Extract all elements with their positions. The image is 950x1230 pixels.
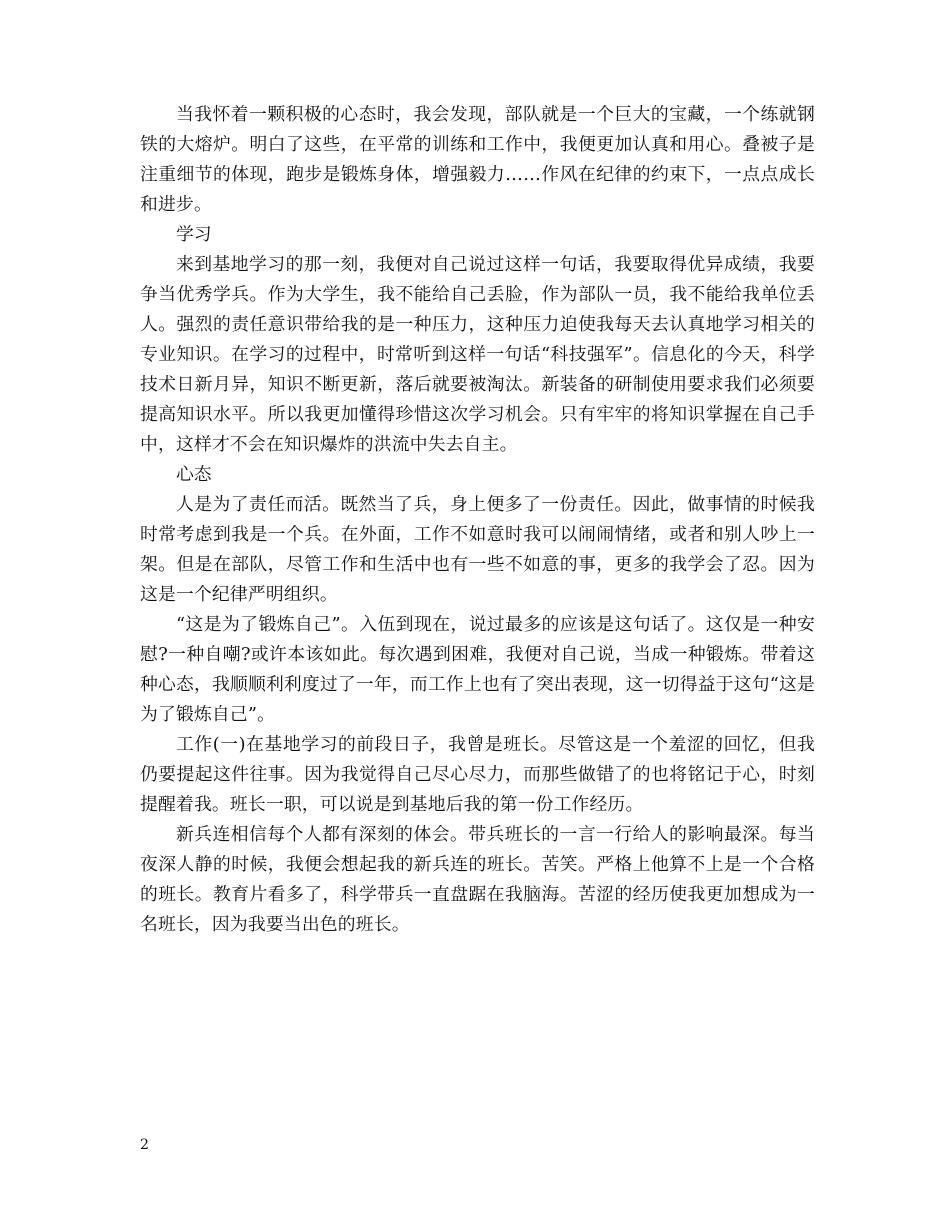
section-heading-study: 学习 [176, 224, 212, 245]
paragraph-mindset-treasure: 当我怀着一颗积极的心态时，我会发现，部队就是一个巨大的宝藏，一个练就钢铁的大熔炉。明白了这些，在平常的训练和工作中，我便更加认真和用心。叠被子是注重细节的体现，跑步是锻炼身体，增强毅力……作风在纪律的约束下，一点点成长和进步。 [140, 104, 815, 215]
section-heading-mindset: 心态 [176, 464, 212, 485]
paragraph-self-training: “这是为了锻炼自己”。入伍到现在，说过最多的应该是这句话了。这仅是一种安慰?一种自嘲?或许本该如此。每次遇到困难，我便对自己说，当成一种锻炼。带着这种心态，我顺顺利利度过了一年，而工作上也有了突出表现，这一切得益于这句“这是为了锻炼自己”。 [140, 614, 815, 725]
paragraph-recruit-company: 新兵连相信每个人都有深刻的体会。带兵班长的一言一行给人的影响最深。每当夜深人静的时候，我便会想起我的新兵连的班长。苦笑。严格上他算不上是一个合格的班长。教育片看多了，科学带兵一直盘踞在我脑海。苦涩的经历使我更加想成为一名班长，因为我要当出色的班长。 [140, 824, 815, 935]
paragraph-work-squad-leader: 工作(一)在基地学习的前段日子，我曾是班长。尽管这是一个羞涩的回忆，但我仍要提起这件往事。因为我觉得自己尽心尽力，而那些做错了的也将铭记于心，时刻提醒着我。班长一职，可以说是到基地后我的第一份工作经历。 [140, 734, 815, 815]
paragraph-study: 来到基地学习的那一刻，我便对自己说过这样一句话，我要取得优异成绩，我要争当优秀学兵。作为大学生，我不能给自己丢脸，作为部队一员，我不能给我单位丢人。强烈的责任意识带给我的是一种压力，这种压力迫使我每天去认真地学习相关的专业知识。在学习的过程中，时常听到这样一句话“科技强军”。信息化的今天，科学技术日新月异，知识不断更新，落后就要被淘汰。新装备的研制使用要求我们必须要提高知识水平。所以我更加懂得珍惜这次学习机会。只有牢牢的将知识掌握在自己手中，这样才不会在知识爆炸的洪流中失去自主。 [140, 254, 815, 455]
document-body [140, 100, 815, 940]
paragraph-responsibility: 人是为了责任而活。既然当了兵，身上便多了一份责任。因此，做事情的时候我时常考虑到我是一个兵。在外面，工作不如意时我可以闹闹情绪，或者和别人吵上一架。但是在部队，尽管工作和生活中也有一些不如意的事，更多的我学会了忍。因为这是一个纪律严明组织。 [140, 494, 815, 605]
page-number: 2 [140, 1137, 149, 1153]
